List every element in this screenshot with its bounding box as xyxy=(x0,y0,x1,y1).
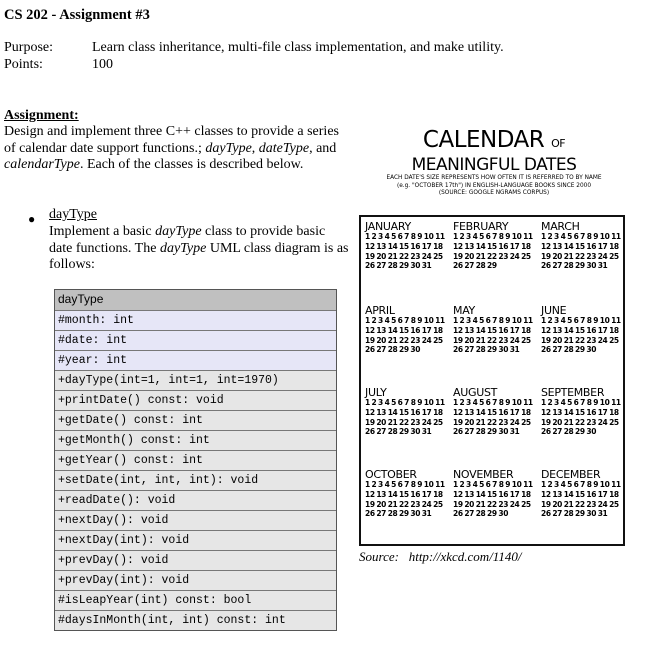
month-days: 1 2 3 4 5 6 7 8 9 10 11 12 13 14 15 16 17 18 19 20 21 22 23 24 25 26 27 28 29 30 31 xyxy=(541,232,621,271)
bullet-title: dayType xyxy=(49,207,98,222)
intro-suffix: . Each of the classes is described below. xyxy=(79,157,304,172)
bullet-dot-icon: ● xyxy=(28,212,36,226)
month-block xyxy=(453,469,535,519)
comic-title-line2: MEANINGFUL DATES xyxy=(411,155,577,175)
month-name: DECEMBER xyxy=(541,468,601,481)
class-name-datetype: dateType xyxy=(258,140,310,156)
month-days: 1 2 3 4 5 6 7 8 9 10 11 12 13 14 15 16 17 18 19 20 21 22 23 24 25 26 27 28 29 xyxy=(453,232,533,271)
comic-source xyxy=(359,549,521,565)
class-name-calendartype: calendarType xyxy=(4,157,80,172)
month-block xyxy=(541,387,623,437)
uml-class-diagram xyxy=(54,289,337,631)
month-days: 1 2 3 4 5 6 7 8 9 10 11 12 13 14 15 16 17 18 19 20 21 22 23 24 25 26 27 28 29 30 31 xyxy=(541,480,621,519)
month-name: SEPTEMBER xyxy=(541,386,605,399)
month-block xyxy=(453,221,535,271)
bullet-text-b: class to provide basic date functions. The xyxy=(49,224,326,256)
month-name: JANUARY xyxy=(365,220,411,233)
month-block xyxy=(365,387,447,437)
month-block xyxy=(365,469,447,519)
points-label: Points: xyxy=(4,57,43,72)
month-days: 1 2 3 4 5 6 7 8 9 10 11 12 13 14 15 16 17 18 19 20 21 22 23 24 25 26 27 28 29 30 xyxy=(365,316,445,355)
month-block xyxy=(541,469,623,519)
comic-title xyxy=(360,128,628,198)
month-days: 1 2 3 4 5 6 7 8 9 10 11 12 13 14 15 16 17 18 19 20 21 22 23 24 25 26 27 28 29 30 xyxy=(541,398,621,437)
uml-attribute: #month: int xyxy=(55,310,336,330)
month-days: 1 2 3 4 5 6 7 8 9 10 11 12 13 14 15 16 17 18 19 20 21 22 23 24 25 26 27 28 29 30 xyxy=(541,316,621,355)
uml-operation: +nextDay(int): void xyxy=(55,530,336,550)
month-days: 1 2 3 4 5 6 7 8 9 10 11 12 13 14 15 16 17 18 19 20 21 22 23 24 25 26 27 28 29 30 31 xyxy=(453,316,533,355)
uml-operation: +getYear() const: int xyxy=(55,450,336,470)
month-days: 1 2 3 4 5 6 7 8 9 10 11 12 13 14 15 16 17 18 19 20 21 22 23 24 25 26 27 28 29 30 xyxy=(453,480,533,519)
points-value: 100 xyxy=(92,57,113,72)
page-title: CS 202 - Assignment #3 xyxy=(4,7,150,23)
uml-operation: +dayType(int=1, int=1, int=1970) xyxy=(55,370,336,390)
month-days: 1 2 3 4 5 6 7 8 9 10 11 12 13 14 15 16 17 18 19 20 21 22 23 24 25 26 27 28 29 30 31 xyxy=(365,398,445,437)
assignment-heading: Assignment: xyxy=(4,108,79,123)
intro-sep1: , xyxy=(251,140,259,156)
comic-title-line1: CALENDAR xyxy=(422,127,545,153)
month-name: APRIL xyxy=(365,304,395,317)
bullet-text-a: Implement a basic xyxy=(49,224,156,239)
class-name-daytype: dayType xyxy=(205,140,252,156)
month-block xyxy=(365,221,447,271)
bullet-text-c: UML class diagram is as follows: xyxy=(49,240,349,272)
calendar-comic xyxy=(359,215,625,546)
purpose-value: Learn class inheritance, multi-file class implementation, and make utility. xyxy=(92,40,504,55)
comic-title-block xyxy=(360,128,628,156)
uml-attribute: #year: int xyxy=(55,350,336,370)
comic-title-of: OF xyxy=(551,137,566,150)
comic-caption3: (SOURCE: GOOGLE NGRAMS CORPUS) xyxy=(438,190,550,196)
month-days: 1 2 3 4 5 6 7 8 9 10 11 12 13 14 15 16 17 18 19 20 21 22 23 24 25 26 27 28 29 30 31 xyxy=(453,398,533,437)
month-block xyxy=(453,305,535,355)
comic-caption2: (e.g. "OCTOBER 17th") IN ENGLISH-LANGUAGE BOOKS SINCE 2000 xyxy=(396,182,592,189)
assignment-intro xyxy=(4,124,339,174)
month-days: 1 2 3 4 5 6 7 8 9 10 11 12 13 14 15 16 17 18 19 20 21 22 23 24 25 26 27 28 29 30 31 xyxy=(365,480,445,519)
month-days: 1 2 3 4 5 6 7 8 9 10 11 12 13 14 15 16 17 18 19 20 21 22 23 24 25 26 27 28 29 30 31 xyxy=(365,232,445,271)
uml-operation: +readDate(): void xyxy=(55,490,336,510)
month-name: FEBRUARY xyxy=(453,220,509,233)
comic-caption1: EACH DATE'S SIZE REPRESENTS HOW OFTEN IT IS REFERRED TO BY NAME xyxy=(386,175,602,181)
source-link[interactable]: http://xkcd.com/1140/ xyxy=(408,549,522,564)
month-name: MAY xyxy=(453,304,475,317)
uml-operation: +setDate(int, int, int): void xyxy=(55,470,336,490)
uml-operation: +printDate() const: void xyxy=(55,390,336,410)
uml-operation: #isLeapYear(int) const: bool xyxy=(55,590,336,610)
intro-prefix: Design and implement three C++ classes to provide a series of calendar date support functions.; xyxy=(4,124,339,156)
purpose-row xyxy=(4,40,504,56)
bullet-text xyxy=(49,224,349,274)
uml-operation: +getMonth() const: int xyxy=(55,430,336,450)
uml-operation: +getDate() const: int xyxy=(55,410,336,430)
source-label: Source: xyxy=(359,549,399,564)
month-block xyxy=(453,387,535,437)
month-name: JULY xyxy=(365,386,387,399)
month-name: NOVEMBER xyxy=(453,468,514,481)
uml-operation: #daysInMonth(int, int) const: int xyxy=(55,610,336,630)
month-name: OCTOBER xyxy=(365,468,417,481)
month-block xyxy=(541,305,623,355)
intro-sep2: , and xyxy=(309,140,337,156)
points-row xyxy=(4,57,113,73)
month-name: AUGUST xyxy=(453,386,498,399)
month-name: MARCH xyxy=(541,220,580,233)
purpose-label: Purpose: xyxy=(4,40,53,55)
month-block xyxy=(541,221,623,271)
uml-attribute: #date: int xyxy=(55,330,336,350)
uml-operation: +nextDay(): void xyxy=(55,510,336,530)
bullet-class2: dayType xyxy=(159,240,207,256)
uml-operation: +prevDay(int): void xyxy=(55,570,336,590)
month-name: JUNE xyxy=(541,304,567,317)
uml-class-name: dayType xyxy=(55,290,336,310)
month-block xyxy=(365,305,447,355)
bullet-class: dayType xyxy=(155,224,202,239)
uml-operation: +prevDay(): void xyxy=(55,550,336,570)
